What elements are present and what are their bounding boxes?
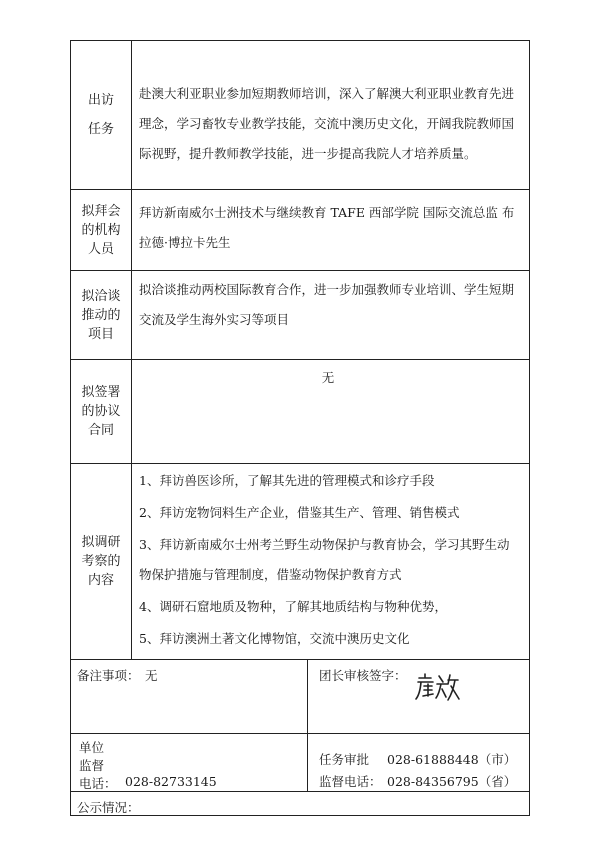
label-line: 内容 xyxy=(87,573,114,588)
label-task xyxy=(71,41,132,189)
text-line: 际视野，提升教师教学技能，进一步提高我院人才培养质量。 xyxy=(139,146,477,161)
unit-cell xyxy=(71,734,308,791)
supervise-phone: 028-84356795（省） xyxy=(387,774,517,789)
list-item: 5、拜访澳洲土著文化博物馆，交流中澳历史文化 xyxy=(139,631,410,646)
label-line: 拟拜会 xyxy=(81,203,121,219)
label-agreement xyxy=(71,360,132,463)
value-projects xyxy=(133,271,523,359)
value-research xyxy=(133,464,523,659)
label-line: 的机构 xyxy=(81,222,121,238)
label-line: 拟签署 xyxy=(81,385,121,400)
text-line: 拜访新南威尔士洲技术与继续教育 TAFE 西部学院 国际交流总监 布 xyxy=(139,205,515,220)
row-research xyxy=(71,464,529,660)
label-line: 任务 xyxy=(87,122,114,137)
label-line: 的协议 xyxy=(81,404,121,419)
task-approval-phone: 028-61888448（市） xyxy=(387,752,517,767)
row-agreement xyxy=(71,360,529,464)
list-item: 1、拜访兽医诊所，了解其先进的管理模式和诊疗手段 xyxy=(139,473,435,488)
leader-label: 团长审核签字： xyxy=(319,668,407,683)
text-line: 拟洽谈推动两校国际教育合作，进一步加强教师专业培训、学生短期 xyxy=(139,282,515,297)
label-line: 项目 xyxy=(87,326,114,342)
label-line: 出访 xyxy=(87,93,114,108)
label-line: 考察的 xyxy=(81,554,121,569)
label-line: 人员 xyxy=(87,241,114,257)
unit-line2: 监督 xyxy=(79,758,105,773)
label-research xyxy=(71,464,132,659)
label-line: 拟洽谈 xyxy=(81,288,121,304)
task-approval-label: 任务审批 xyxy=(319,752,370,767)
row-task xyxy=(71,41,529,190)
row-projects xyxy=(71,271,529,360)
list-item: 4、调研石窟地质及物种，了解其地质结构与物种优势， xyxy=(139,599,447,614)
unit-phone: 028-82733145 xyxy=(125,774,217,789)
text-line: 交流及学生海外实习等项目 xyxy=(139,312,290,327)
leader-cell xyxy=(307,660,529,733)
value-agreement xyxy=(133,360,523,463)
text-line: 理念，学习畜牧专业教学技能，交流中澳历史文化，开阔我院教师国 xyxy=(139,116,515,131)
label-projects xyxy=(71,271,132,359)
form-table xyxy=(70,40,530,816)
label-line: 拟调研 xyxy=(81,535,121,550)
row-visit xyxy=(71,190,529,271)
agreement-value: 无 xyxy=(321,370,335,385)
remarks-value: 无 xyxy=(145,668,158,683)
label-line: 推动的 xyxy=(81,307,121,323)
label-line: 合同 xyxy=(87,423,114,438)
remarks-cell xyxy=(71,660,308,733)
value-task xyxy=(133,41,523,189)
list-item: 2、拜访宠物饲料生产企业，借鉴其生产、管理、销售模式 xyxy=(139,505,460,520)
unit-phone-label: 电话： xyxy=(79,776,117,791)
remarks-label: 备注事项： xyxy=(77,668,140,683)
text-line: 赴澳大利亚职业参加短期教师培训，深入了解澳大利亚职业教育先进 xyxy=(139,86,515,101)
row-remarks xyxy=(71,660,529,734)
row-contacts xyxy=(71,734,529,792)
supervise-label: 监督电话： xyxy=(319,774,382,789)
approval-cell xyxy=(307,734,529,791)
unit-line1: 单位 xyxy=(79,740,105,755)
list-item: 3、拜访新南威尔士州考兰野生动物保护与教育协会，学习其野生动 xyxy=(139,537,510,552)
list-item: 物保护措施与管理制度，借鉴动物保护教育方式 xyxy=(139,567,402,582)
text-line: 拉德·博拉卡先生 xyxy=(139,235,231,250)
publicity-label: 公示情况： xyxy=(77,800,140,815)
signature-image xyxy=(415,672,461,702)
value-visit xyxy=(133,190,523,270)
row-publicity xyxy=(71,792,529,815)
label-visit xyxy=(71,190,132,270)
